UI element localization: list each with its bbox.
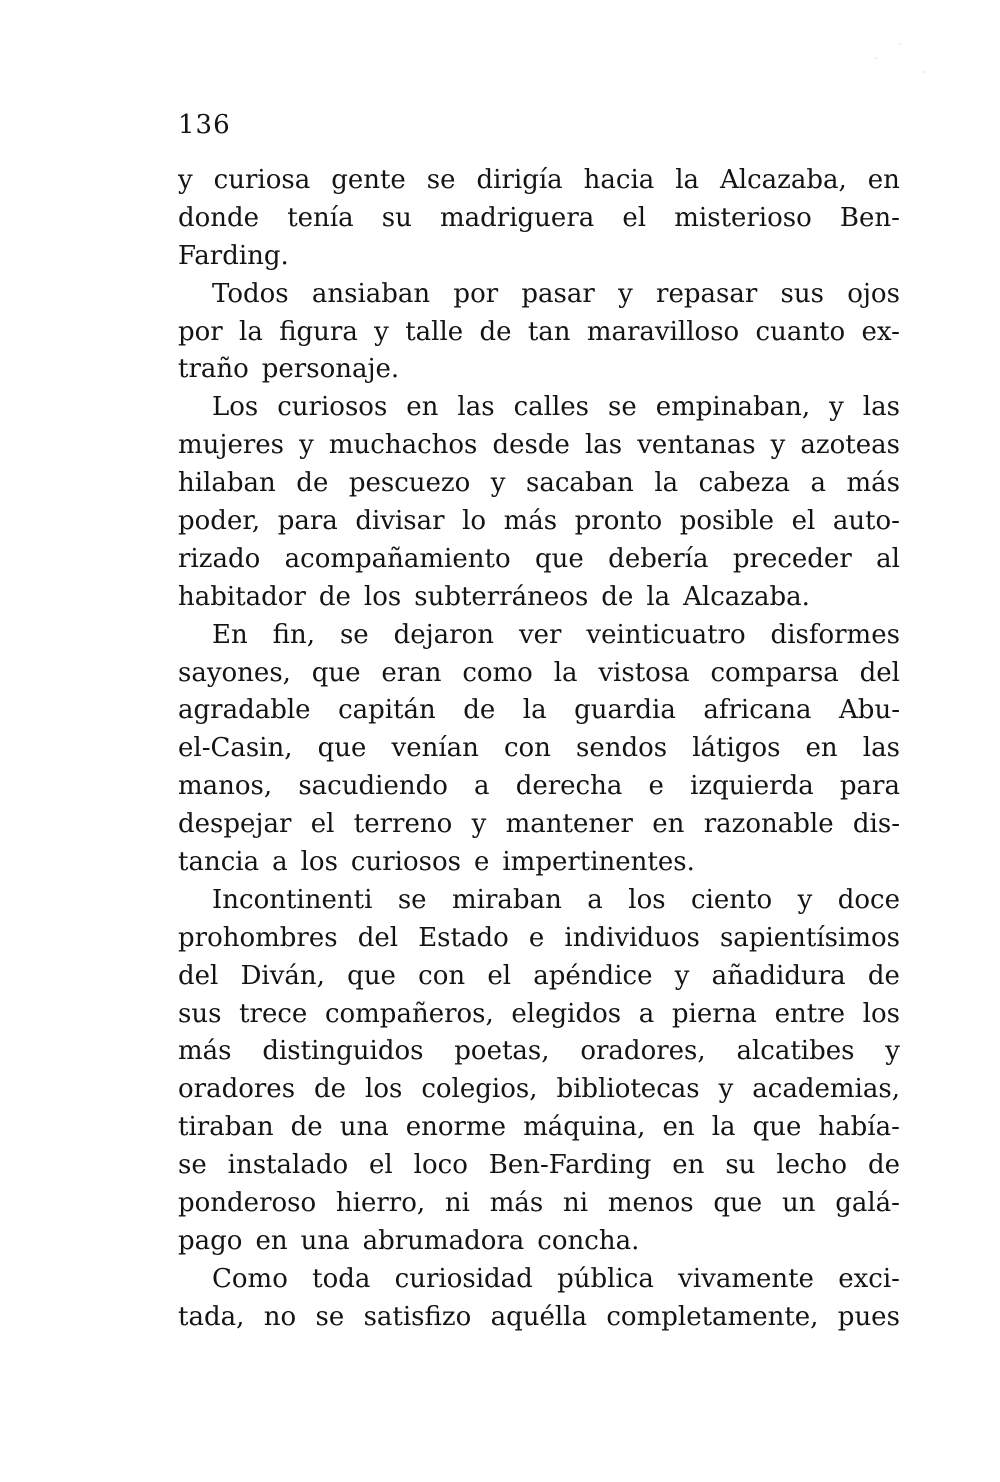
scan-noise (840, 30, 960, 100)
text-line: traño personaje. (178, 354, 400, 385)
text-line: agradable capitán de la guardia africana Abu- (178, 695, 900, 726)
text-line: hilaban de pescuezo y sacaban la cabeza a más (178, 468, 900, 499)
text-line: tada, no se satisfizo aquélla completamente, pues (178, 1301, 900, 1332)
text-line: habitador de los subterráneos de la Alcazaba. (178, 581, 810, 612)
text-line: Todos ansiaban por pasar y repasar sus ojos (212, 278, 900, 309)
text-line: ponderoso hierro, ni más ni menos que un galá- (178, 1188, 900, 1219)
text-line: el-Casin, que venían con sendos látigos en las (178, 733, 900, 764)
text-line: del Diván, que con el apéndice y añadidura de (178, 960, 900, 991)
text-line: más distinguidos poetas, oradores, alcatibes y (178, 1036, 900, 1067)
text-line: tancia a los curiosos e impertinentes. (178, 847, 695, 878)
text-line: Incontinenti se miraban a los ciento y doce (212, 884, 900, 915)
body-text (178, 162, 900, 1337)
text-line: sus trece compañeros, elegidos a pierna entre los (178, 998, 900, 1029)
text-line: rizado acompañamiento que debería preceder al (178, 543, 900, 574)
text-line: prohombres del Estado e individuos sapientísimos (178, 922, 900, 953)
page-number: 136 (178, 110, 231, 140)
text-line: Los curiosos en las calles se empinaban, y las (212, 392, 900, 423)
text-line: tiraban de una enorme máquina, en la que había- (178, 1112, 900, 1143)
text-line: En fin, se dejaron ver veinticuatro disformes (212, 619, 900, 650)
text-line: despejar el terreno y mantener en razonable dis- (178, 809, 900, 840)
text-line: por la figura y talle de tan maravilloso cuanto ex- (178, 316, 900, 347)
text-line: donde tenía su madriguera el misterioso Ben- (178, 202, 900, 233)
text-line: y curiosa gente se dirigía hacia la Alcazaba, en (178, 165, 900, 195)
text-line: pago en una abrumadora concha. (178, 1225, 640, 1256)
text-line: se instalado el loco Ben-Farding en su lecho de (178, 1150, 900, 1181)
text-line: Farding. (178, 240, 289, 271)
text-line: sayones, que eran como la vistosa comparsa del (178, 657, 900, 688)
text-line: oradores de los colegios, bibliotecas y academias, (178, 1074, 900, 1105)
text-line: Como toda curiosidad pública vivamente exci- (212, 1263, 900, 1294)
text-line: poder, para divisar lo más pronto posible el auto- (178, 506, 900, 537)
text-line: mujeres y muchachos desde las ventanas y azoteas (178, 430, 900, 461)
text-line: manos, sacudiendo a derecha e izquierda para (178, 771, 900, 802)
